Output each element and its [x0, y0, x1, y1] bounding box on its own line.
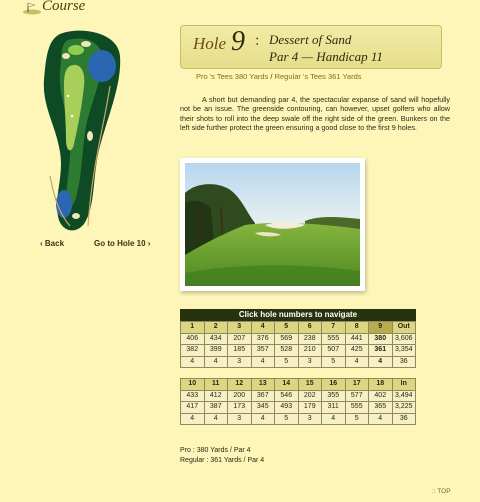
scorecard-title: Click hole numbers to navigate: [180, 309, 416, 321]
table-cell: 441: [345, 333, 369, 345]
table-cell: 365: [369, 402, 393, 414]
table-cell: 507: [322, 345, 346, 357]
table-cell: 357: [251, 345, 275, 357]
table-row: [181, 333, 416, 345]
table-cell: 361: [369, 345, 393, 357]
table-cell: 207: [228, 333, 252, 345]
next-hole-link[interactable]: Go to Hole 10 ›: [94, 239, 151, 248]
front-nine-table: [180, 321, 416, 368]
hole-link-18[interactable]: 18: [369, 379, 393, 391]
table-cell: 376: [251, 333, 275, 345]
pro-tees: Pro 's Tees 380 Yards: [196, 72, 269, 81]
hole-description: A short but demanding par 4, the spectacular expanse of sand will hopefully not be an issue. The greenside contouring, can however, upset golfers who allow their shots to roll into the deep swale off the right side of the green. Bunkers on the left side further protect the green ensuring a good close to the first 9 holes.: [180, 95, 450, 133]
table-cell: 367: [251, 390, 275, 402]
table-cell: 311: [322, 402, 346, 414]
table-cell: 173: [228, 402, 252, 414]
tees-separator: /: [270, 72, 273, 81]
table-cell: 355: [322, 390, 346, 402]
table-cell: 434: [204, 333, 228, 345]
table-cell: 3,225: [392, 402, 416, 414]
table-cell: 5: [275, 356, 299, 368]
table-cell: 4: [251, 413, 275, 425]
table-cell: 3: [298, 413, 322, 425]
hole-link-15[interactable]: 15: [298, 379, 322, 391]
regular-summary: Regular : 361 Yards / Par 4: [180, 457, 265, 464]
hole-link-6[interactable]: 6: [298, 322, 322, 334]
tees-info: [196, 72, 362, 81]
table-cell: 200: [228, 390, 252, 402]
table-cell: 3,494: [392, 390, 416, 402]
back-link[interactable]: ‹ Back: [40, 239, 65, 248]
table-cell: 399: [204, 345, 228, 357]
pro-summary: Pro : 380 Yards / Par 4: [180, 447, 251, 454]
out-header: Out: [392, 322, 416, 334]
table-cell: 5: [345, 413, 369, 425]
table-cell: 4: [322, 413, 346, 425]
hole-link-14[interactable]: 14: [275, 379, 299, 391]
hole-map[interactable]: [30, 26, 130, 234]
table-cell: 433: [181, 390, 205, 402]
front-nine-header-row: [181, 322, 416, 334]
table-cell: 569: [275, 333, 299, 345]
table-cell: 4: [204, 356, 228, 368]
table-cell: 546: [275, 390, 299, 402]
hole-link-11[interactable]: 11: [204, 379, 228, 391]
table-cell: 36: [392, 413, 416, 425]
table-cell: 4: [181, 356, 205, 368]
hole-link-4[interactable]: 4: [251, 322, 275, 334]
table-cell: 3: [298, 356, 322, 368]
table-cell: 4: [251, 356, 275, 368]
table-cell: 493: [275, 402, 299, 414]
table-cell: 402: [369, 390, 393, 402]
hole-header: [180, 25, 442, 69]
hole-link-12[interactable]: 12: [228, 379, 252, 391]
in-header: In: [392, 379, 416, 391]
table-cell: 5: [275, 413, 299, 425]
hole-link-16[interactable]: 16: [322, 379, 346, 391]
golf-flag-icon: [22, 1, 42, 15]
table-cell: 528: [275, 345, 299, 357]
hole-colon: :: [255, 32, 260, 49]
table-cell: 4: [181, 413, 205, 425]
top-link[interactable]: :: TOP: [432, 488, 451, 495]
regular-tees: Regular 's Tees 361 Yards: [274, 72, 362, 81]
hole-link-7[interactable]: 7: [322, 322, 346, 334]
hole-link-5[interactable]: 5: [275, 322, 299, 334]
table-row: [181, 402, 416, 414]
back-nine-header-row: [181, 379, 416, 391]
table-cell: 406: [181, 333, 205, 345]
hole-number: 9: [231, 26, 245, 57]
back-nine-table: [180, 378, 416, 425]
hole-name: Dessert of Sand: [269, 32, 352, 47]
page-title: Course: [42, 0, 86, 14]
table-cell: 382: [181, 345, 205, 357]
table-cell: 3: [228, 356, 252, 368]
scorecard: [180, 309, 416, 425]
table-cell: 179: [298, 402, 322, 414]
hole-link-17[interactable]: 17: [345, 379, 369, 391]
table-cell: 3,354: [392, 345, 416, 357]
table-cell: 380: [369, 333, 393, 345]
hole-link-13[interactable]: 13: [251, 379, 275, 391]
table-cell: 4: [345, 356, 369, 368]
table-cell: 577: [345, 390, 369, 402]
table-cell: 3: [228, 413, 252, 425]
table-cell: 5: [322, 356, 346, 368]
table-cell: 425: [345, 345, 369, 357]
table-row: [181, 356, 416, 368]
table-row: [181, 345, 416, 357]
hole-photo: [185, 163, 360, 286]
hole-label: Hole: [193, 34, 227, 53]
table-row: [181, 413, 416, 425]
table-cell: 4: [369, 413, 393, 425]
top-bar: [0, 0, 480, 18]
table-cell: 4: [369, 356, 393, 368]
table-row: [181, 390, 416, 402]
table-gap: [180, 368, 416, 378]
table-cell: 4: [204, 413, 228, 425]
hole-par-handicap: Par 4 — Handicap 11: [269, 49, 383, 64]
table-cell: 185: [228, 345, 252, 357]
table-cell: 412: [204, 390, 228, 402]
hole-photo-frame: [180, 158, 365, 291]
table-cell: 555: [322, 333, 346, 345]
table-cell: 238: [298, 333, 322, 345]
table-cell: 555: [345, 402, 369, 414]
hole-link-8[interactable]: 8: [345, 322, 369, 334]
hole-link-9[interactable]: 9: [369, 322, 393, 334]
table-cell: 36: [392, 356, 416, 368]
hole-link-1[interactable]: 1: [181, 322, 205, 334]
table-cell: 3,606: [392, 333, 416, 345]
table-cell: 345: [251, 402, 275, 414]
yardage-summary: [180, 446, 264, 466]
table-cell: 202: [298, 390, 322, 402]
hole-link-2[interactable]: 2: [204, 322, 228, 334]
table-cell: 210: [298, 345, 322, 357]
hole-link-3[interactable]: 3: [228, 322, 252, 334]
hole-link-10[interactable]: 10: [181, 379, 205, 391]
table-cell: 417: [181, 402, 205, 414]
table-cell: 387: [204, 402, 228, 414]
